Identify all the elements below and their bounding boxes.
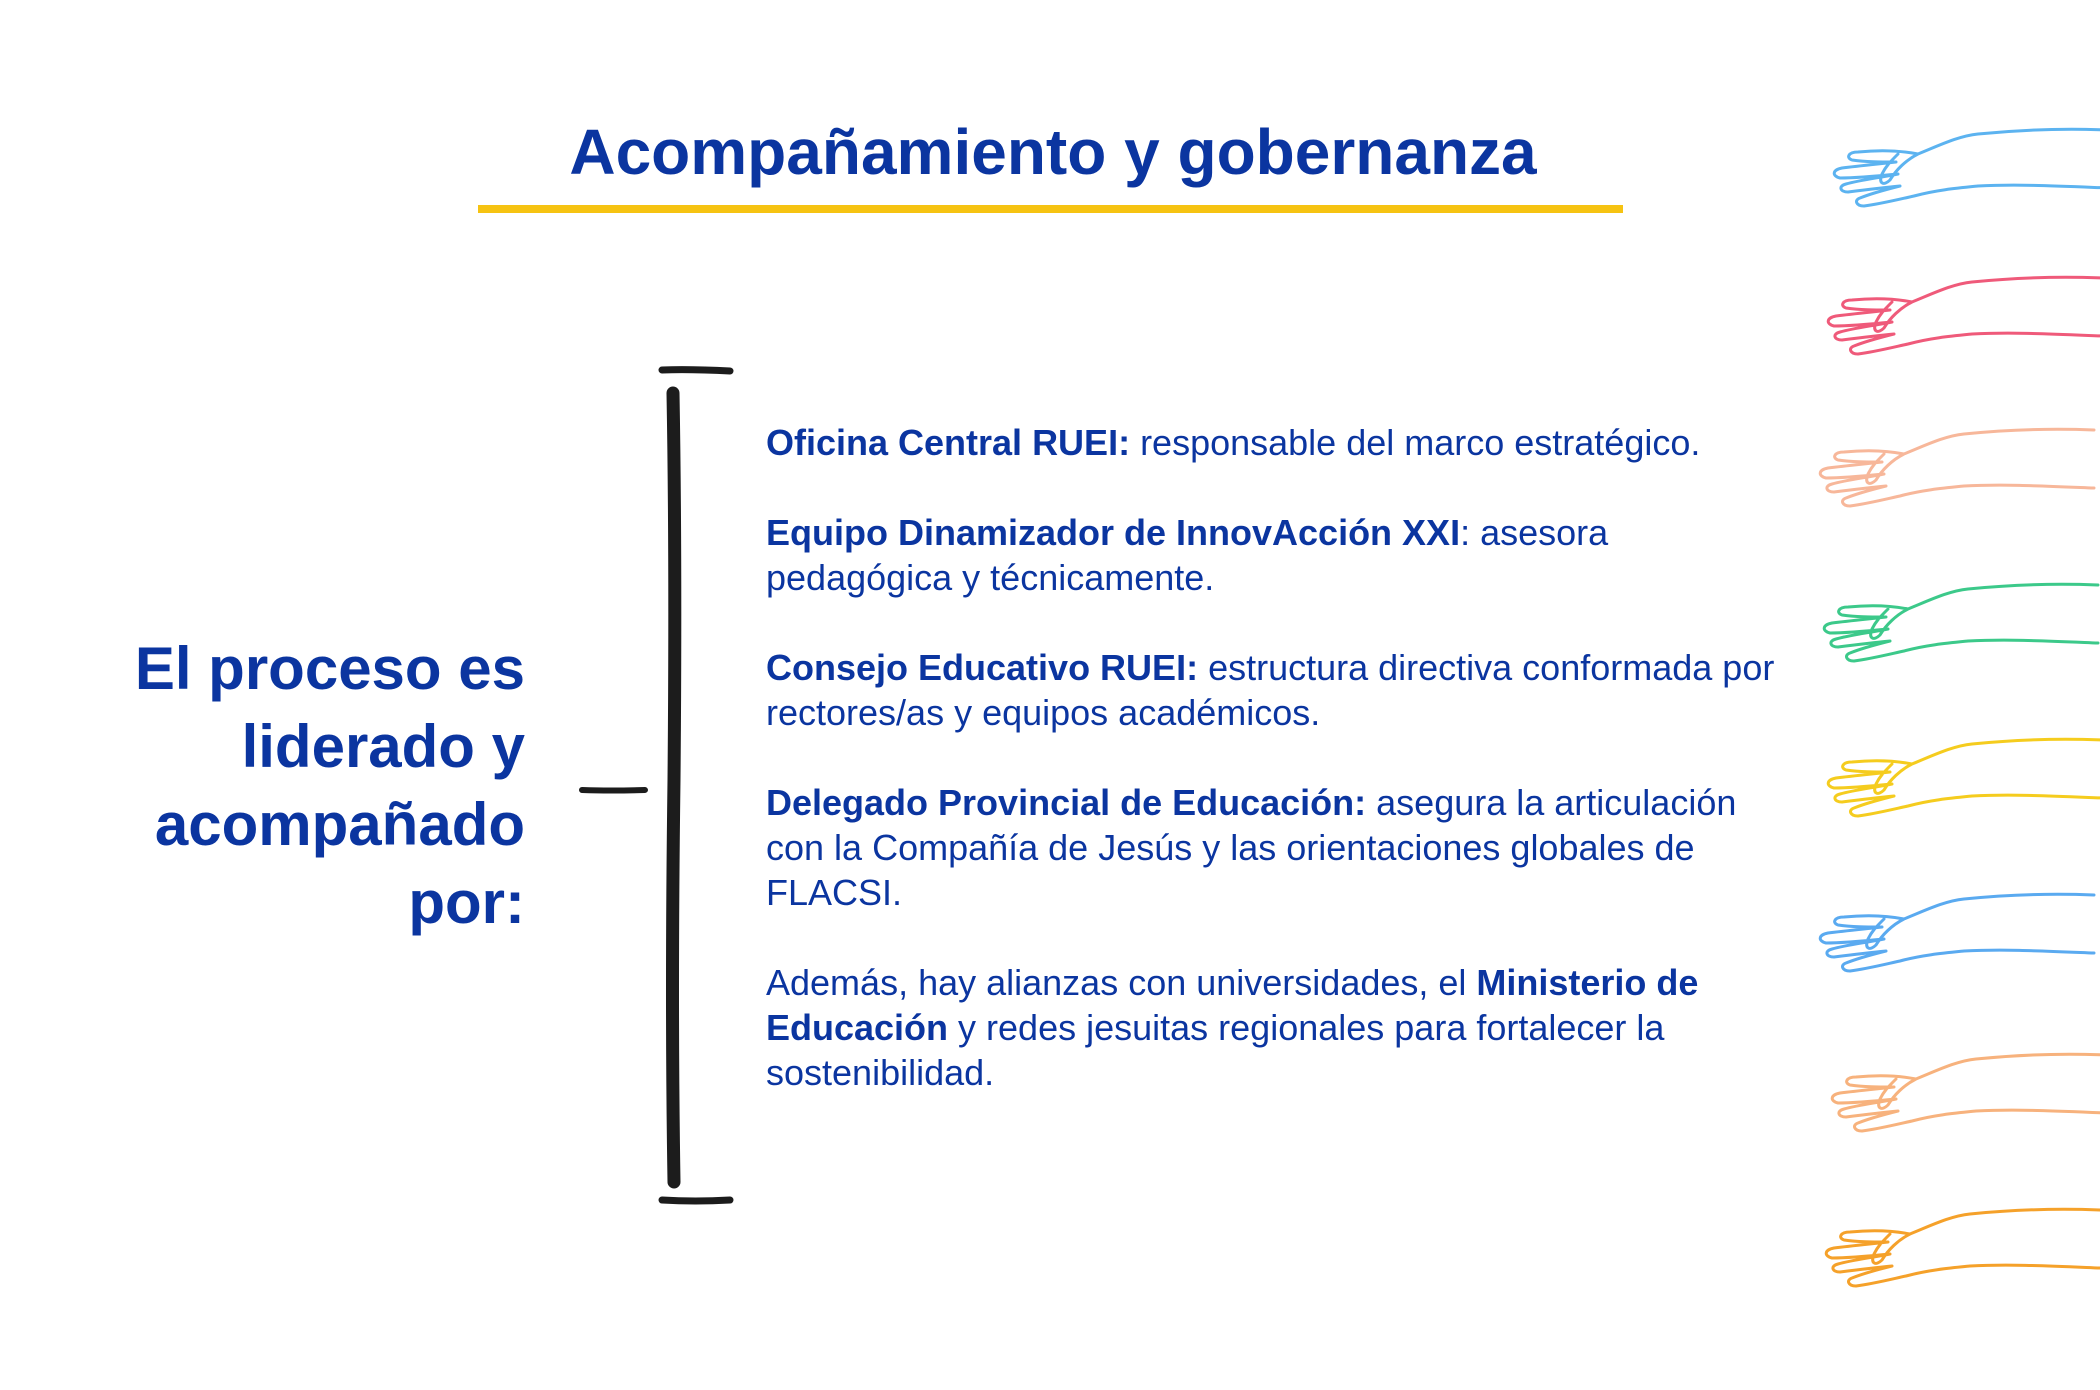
hand-icon-blue-2 (1820, 894, 2094, 971)
closing-bold: Ministerio de Educación (766, 962, 1699, 1048)
lead-line: El proceso es (134, 635, 525, 702)
title-underline (478, 205, 1623, 213)
bracket-bottom-bar (662, 1200, 730, 1201)
item-text: responsable del marco estratégico. (1130, 422, 1701, 463)
item-text: : asesora pedagógica y técnicamente. (766, 512, 1609, 598)
hand-icon-pink (1828, 277, 2100, 354)
hand-icon-peach (1820, 429, 2094, 506)
lead-line: liderado y (241, 713, 525, 780)
item-text: estructura directiva conformada por rectores/as y equipos académicos. (766, 647, 1775, 733)
list-item (766, 510, 1776, 600)
item-text: asegura la articulación con la Compañía de Jesús y las orientaciones globales de FLACSI. (766, 782, 1737, 913)
bracket-spine (673, 393, 675, 1182)
item-title: Oficina Central RUEI: (766, 422, 1131, 463)
lead-heading (60, 630, 525, 942)
item-title: Consejo Educativo RUEI: (766, 647, 1199, 688)
closing-paragraph (766, 960, 1776, 1095)
page-title: Acompañamiento y gobernanza (569, 116, 1537, 188)
closing-text: Además, hay alianzas con universidades, el (766, 962, 1477, 1003)
list-item (766, 645, 1776, 735)
hand-icon-light-orange (1832, 1054, 2100, 1131)
closing-text: y redes jesuitas regionales para fortalecer la sostenibilidad. (766, 1007, 1665, 1093)
governance-list (766, 420, 1776, 1140)
item-title: Equipo Dinamizador de InnovAcción XXI (766, 512, 1461, 553)
list-item (766, 780, 1776, 915)
bracket-top-bar (662, 370, 730, 371)
lead-line: por: (408, 869, 525, 936)
hand-icon-green (1824, 584, 2098, 661)
item-title: Delegado Provincial de Educación: (766, 782, 1367, 823)
bracket-divider (570, 360, 750, 1210)
lead-line: acompañado (154, 791, 525, 858)
hand-icon-yellow (1828, 739, 2100, 816)
bracket-pointer (582, 790, 645, 791)
hand-icon-blue (1834, 129, 2100, 206)
hands-decoration (1810, 90, 2100, 1390)
list-item (766, 420, 1776, 465)
hand-icon-orange (1826, 1209, 2100, 1286)
